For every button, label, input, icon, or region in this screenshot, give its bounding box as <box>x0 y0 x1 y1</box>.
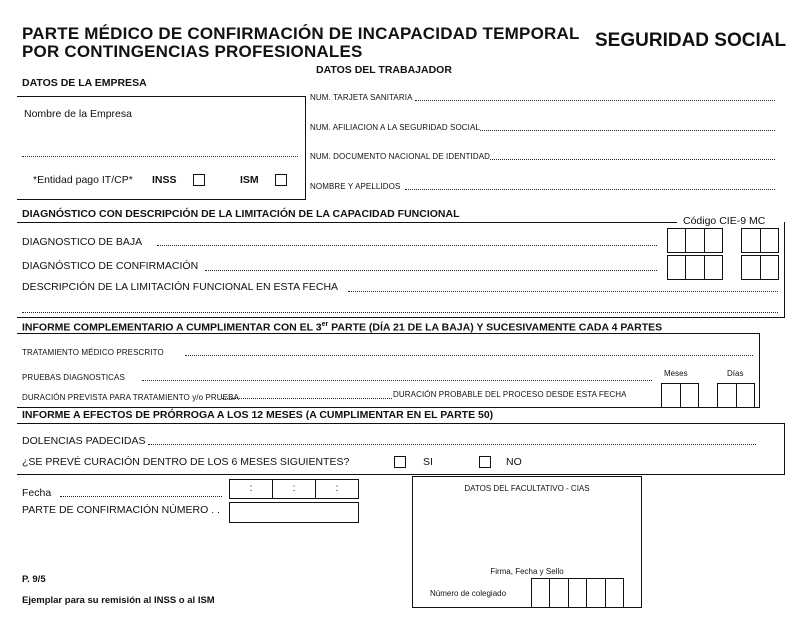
entidad-label: *Entidad pago IT/CP* <box>33 174 133 186</box>
descripcion-field[interactable] <box>348 291 778 292</box>
ejemplar-note: Ejemplar para su remisión al INSS o al ISM <box>22 595 215 606</box>
descripcion-field-line2[interactable] <box>22 312 778 313</box>
nombre-trabajador-label: NOMBRE Y APELLIDOS <box>310 182 401 191</box>
tarjeta-field[interactable] <box>415 100 775 101</box>
meses-label: Meses <box>664 369 688 378</box>
pruebas-field[interactable] <box>142 380 652 381</box>
curacion-si-label: SI <box>423 456 433 468</box>
curacion-label: ¿SE PREVÉ CURACIÓN DENTRO DE LOS 6 MESES SIGUIENTES? <box>22 456 350 468</box>
fecha-input-boxes[interactable] <box>229 479 359 499</box>
cie-confirmacion-code-cells[interactable] <box>667 255 723 280</box>
fecha-day-box[interactable]: : <box>230 480 273 498</box>
diagnostico-baja-label: DIAGNOSTICO DE BAJA <box>22 236 143 248</box>
curacion-no-label: NO <box>506 456 522 468</box>
form-title-line1: PARTE MÉDICO DE CONFIRMACIÓN DE INCAPACIDAD TEMPORAL <box>22 24 580 43</box>
codigo-cie-label: Código CIE-9 MC <box>683 215 766 227</box>
prorroga-header: INFORME A EFECTOS DE PRÓRROGA A LOS 12 MESES (A CUMPLIMENTAR EN EL PARTE 50) <box>22 409 494 421</box>
informe-header: INFORME COMPLEMENTARIO A CUMPLIMENTAR CON EL 3er PARTE (DÍA 21 DE LA BAJA) Y SUCESIVAMENTE CADA 4 PARTES <box>22 321 663 334</box>
diagnostico-baja-field[interactable] <box>157 245 657 246</box>
fecha-year-box[interactable]: : <box>335 483 339 494</box>
dolencias-field[interactable] <box>148 444 756 445</box>
inss-label: INSS <box>152 174 177 186</box>
duracion-prevista-field[interactable] <box>222 398 392 399</box>
duracion-prevista-label: DURACIÓN PREVISTA PARA TRATAMIENTO y/o PRUEBA <box>22 393 239 402</box>
tratamiento-label: TRATAMIENTO MÉDICO PRESCRITO <box>22 348 164 357</box>
colegiado-label: Número de colegiado <box>430 589 507 598</box>
diagnostico-confirmacion-field[interactable] <box>205 270 657 271</box>
form-code: P. 9/5 <box>22 574 46 585</box>
dias-label: Días <box>727 369 744 378</box>
colegiado-cells[interactable] <box>531 578 624 608</box>
parte-numero-label: PARTE DE CONFIRMACIÓN NÚMERO . . <box>22 504 220 516</box>
fecha-label: Fecha <box>22 487 52 499</box>
tarjeta-label: NUM. TARJETA SANITARIA <box>310 93 413 102</box>
diagnostico-confirmacion-label: DIAGNÓSTICO DE CONFIRMACIÓN <box>22 260 199 272</box>
cie-confirmacion-suffix-cells[interactable] <box>741 255 779 280</box>
afiliacion-field[interactable] <box>480 130 775 131</box>
inss-checkbox[interactable] <box>193 174 205 186</box>
fecha-leader <box>60 496 222 497</box>
cie-baja-suffix-cells[interactable] <box>741 228 779 253</box>
cie-baja-code-cells[interactable] <box>667 228 723 253</box>
duracion-meses-cells[interactable] <box>661 383 699 408</box>
empresa-nombre-field[interactable] <box>22 156 298 157</box>
nombre-trabajador-field[interactable] <box>405 189 775 190</box>
facultativo-label: DATOS DEL FACULTATIVO - CIAS <box>464 484 590 493</box>
empresa-header: DATOS DE LA EMPRESA <box>22 77 147 89</box>
parte-numero-input[interactable] <box>229 502 359 523</box>
curacion-si-checkbox[interactable] <box>394 456 406 468</box>
firma-label: Firma, Fecha y Sello <box>490 567 564 576</box>
afiliacion-label: NUM. AFILIACION A LA SEGURIDAD SOCIAL <box>310 123 480 132</box>
pruebas-label: PRUEBAS DIAGNOSTICAS <box>22 373 125 382</box>
ism-checkbox[interactable] <box>275 174 287 186</box>
tratamiento-field[interactable] <box>185 355 753 356</box>
fecha-month-box[interactable]: : <box>273 480 316 498</box>
duracion-dias-cells[interactable] <box>717 383 755 408</box>
trabajador-header: DATOS DEL TRABAJADOR <box>316 64 452 76</box>
dni-field[interactable] <box>490 159 775 160</box>
brand-label: SEGURIDAD SOCIAL <box>595 30 787 51</box>
duracion-probable-label: DURACIÓN PROBABLE DEL PROCESO DESDE ESTA FECHA <box>393 390 627 399</box>
form-title-line2: POR CONTINGENCIAS PROFESIONALES <box>22 42 363 61</box>
curacion-no-checkbox[interactable] <box>479 456 491 468</box>
empresa-nombre-label: Nombre de la Empresa <box>24 108 132 120</box>
ism-label: ISM <box>240 174 259 186</box>
descripcion-label: DESCRIPCIÓN DE LA LIMITACIÓN FUNCIONAL EN ESTA FECHA <box>22 281 339 293</box>
dni-label: NUM. DOCUMENTO NACIONAL DE IDENTIDAD <box>310 152 491 161</box>
diagnostico-top-rule <box>17 222 677 223</box>
diagnostico-header: DIAGNÓSTICO CON DESCRIPCIÓN DE LA LIMITACIÓN DE LA CAPACIDAD FUNCIONAL <box>22 208 460 220</box>
dolencias-label: DOLENCIAS PADECIDAS <box>22 435 146 447</box>
